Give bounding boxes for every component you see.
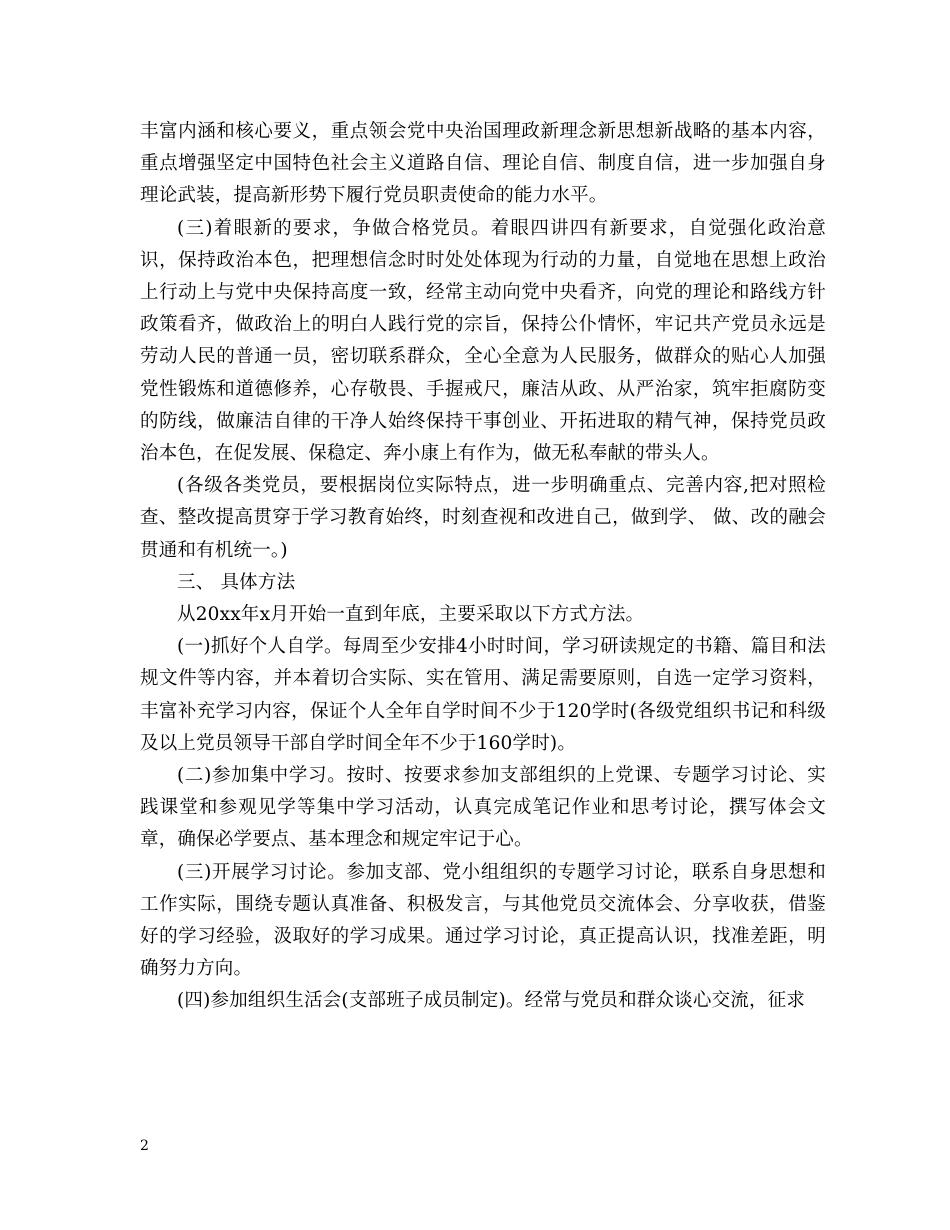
page-number: 2 xyxy=(140,1138,149,1154)
paragraph-study-discussion: (三)开展学习讨论。参加支部、党小组组织的专题学习讨论，联系自身思想和工作实际，围绕专题认真准备、积极发言，与其他党员交流体会、分享收获，借鉴好的学习经验，汲取好的学习成果。通过学习讨论，真正提高认识，找准差距，明确努力方向。 xyxy=(140,861,826,980)
document-body xyxy=(140,116,826,1018)
paragraph-self-study: (一)抓好个人自学。每周至少安排4小时时间，学习研读规定的书籍、篇目和法规文件等内容，并本着切合实际、实在管用、满足需要原则，自选一定学习资料，丰富补充学习内容，保证个人全年自学时间不少于120学时(各级党组织书记和科级及以上党员领导干部自学时间全年不少于160学时)。 xyxy=(140,636,826,754)
paragraph-group-study: (二)参加集中学习。按时、按要求参加支部组织的上党课、专题学习讨论、实践课堂和参观见学等集中学习活动，认真完成笔记作业和思考讨论，撰写体会文章，确保必学要点、基本理念和规定牢记于心。 xyxy=(140,765,826,851)
paragraph-methods-intro: 从20xx年x月开始一直到年底，主要采取以下方式方法。 xyxy=(177,604,645,626)
paragraph-organization-meeting: (四)参加组织生活会(支部班子成员制定)。经常与党员和群众谈心交流，征求 xyxy=(177,990,806,1012)
section-heading-methods: 三、 具体方法 xyxy=(177,571,296,593)
paragraph-new-requirements: (三)着眼新的要求，争做合格党员。着眼四讲四有新要求，自觉强化政治意识，保持政治本色，把理想信念时时处处体现为行动的力量，自觉地在思想上政治上行动上与党中央保持高度一致，经常主动向党中央看齐，向党的理论和路线方针政策看齐，做政治上的明白人践行党的宗旨，保持公仆情怀，牢记共产党员永远是劳动人民的普通一员，密切联系群众，全心全意为人民服务，做群众的贴心人加强党性锻炼和道德修养，心存敬畏、手握戒尺，廉洁从政、从严治家，筑牢拒腐防变的防线，做廉洁自律的干净人始终保持干事创业、开拓进取的精气神，保持党员政治本色，在促发展、保稳定、奔小康上有作为，做无私奉献的带头人。 xyxy=(140,217,826,465)
paragraph-party-member-note: (各级各类党员，要根据岗位实际特点，进一步明确重点、完善内容,把对照检查、整改提高贯穿于学习教育始终，时刻查视和改进自己，做到学、 做、改的融会贯通和有机统一。) xyxy=(140,475,826,561)
paragraph-study-content: 丰富内涵和核心要义，重点领会党中央治国理政新理念新思想新战略的基本内容，重点增强坚定中国特色社会主义道路自信、理论自信、制度自信，进一步加强自身理论武装，提高新形势下履行党员职责使命的能力水平。 xyxy=(140,121,826,207)
